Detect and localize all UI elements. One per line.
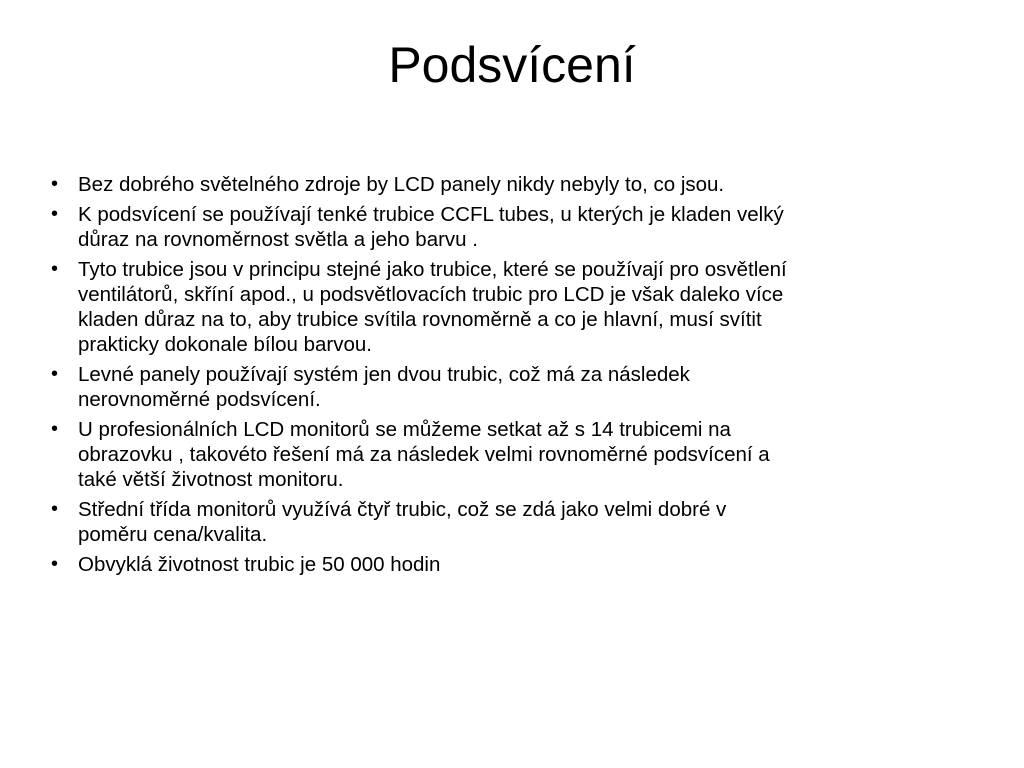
bullet-item bbox=[51, 552, 991, 577]
bullet-dot-icon: • bbox=[51, 498, 59, 520]
bullet-dot-icon: • bbox=[51, 553, 59, 575]
bullet-dot-icon: • bbox=[51, 173, 59, 195]
bullet-text-line: Levné panely používají systém jen dvou trubic, což má za následek bbox=[78, 363, 690, 386]
bullet-text-line: Bez dobrého světelného zdroje by LCD panely nikdy nebyly to, co jsou. bbox=[78, 173, 725, 196]
bullet-item bbox=[51, 202, 991, 252]
bullet-text-line: prakticky dokonale bílou barvou. bbox=[78, 333, 373, 356]
bullet-item bbox=[51, 497, 991, 547]
bullet-dot-icon: • bbox=[51, 418, 59, 440]
bullet-text-line: Tyto trubice jsou v principu stejné jako trubice, které se používají pro osvětlení bbox=[78, 258, 787, 281]
slide-title: Podsvícení bbox=[388, 37, 636, 93]
bullet-text-line: ventilátorů, skříní apod., u podsvětlovacích trubic pro LCD je však daleko více bbox=[78, 283, 784, 306]
bullet-dot-icon: • bbox=[51, 203, 59, 225]
bullet-text-line: obrazovku , takovéto řešení má za následek velmi rovnoměrné podsvícení a bbox=[78, 443, 770, 466]
bullet-item bbox=[51, 362, 991, 412]
bullet-item bbox=[51, 417, 991, 492]
bullet-text-line: kladen důraz na to, aby trubice svítila rovnoměrně a co je hlavní, musí svítit bbox=[78, 308, 762, 331]
bullet-item bbox=[51, 172, 991, 197]
bullet-text-line: K podsvícení se používají tenké trubice CCFL tubes, u kterých je kladen velký bbox=[78, 203, 784, 226]
bullet-item bbox=[51, 257, 991, 357]
bullet-text-line: Obvyklá životnost trubic je 50 000 hodin bbox=[78, 553, 441, 576]
bullet-list bbox=[51, 172, 991, 582]
bullet-text-line: U profesionálních LCD monitorů se můžeme setkat až s 14 trubicemi na bbox=[78, 418, 731, 441]
bullet-text-line: Střední třída monitorů využívá čtyř trubic, což se zdá jako velmi dobré v bbox=[78, 498, 727, 521]
bullet-text-line: nerovnoměrné podsvícení. bbox=[78, 388, 321, 411]
bullet-dot-icon: • bbox=[51, 363, 59, 385]
bullet-dot-icon: • bbox=[51, 258, 59, 280]
bullet-text-line: poměru cena/kvalita. bbox=[78, 523, 268, 546]
bullet-text-line: důraz na rovnoměrnost světla a jeho barvu . bbox=[78, 228, 478, 251]
bullet-text-line: také větší životnost monitoru. bbox=[78, 468, 344, 491]
